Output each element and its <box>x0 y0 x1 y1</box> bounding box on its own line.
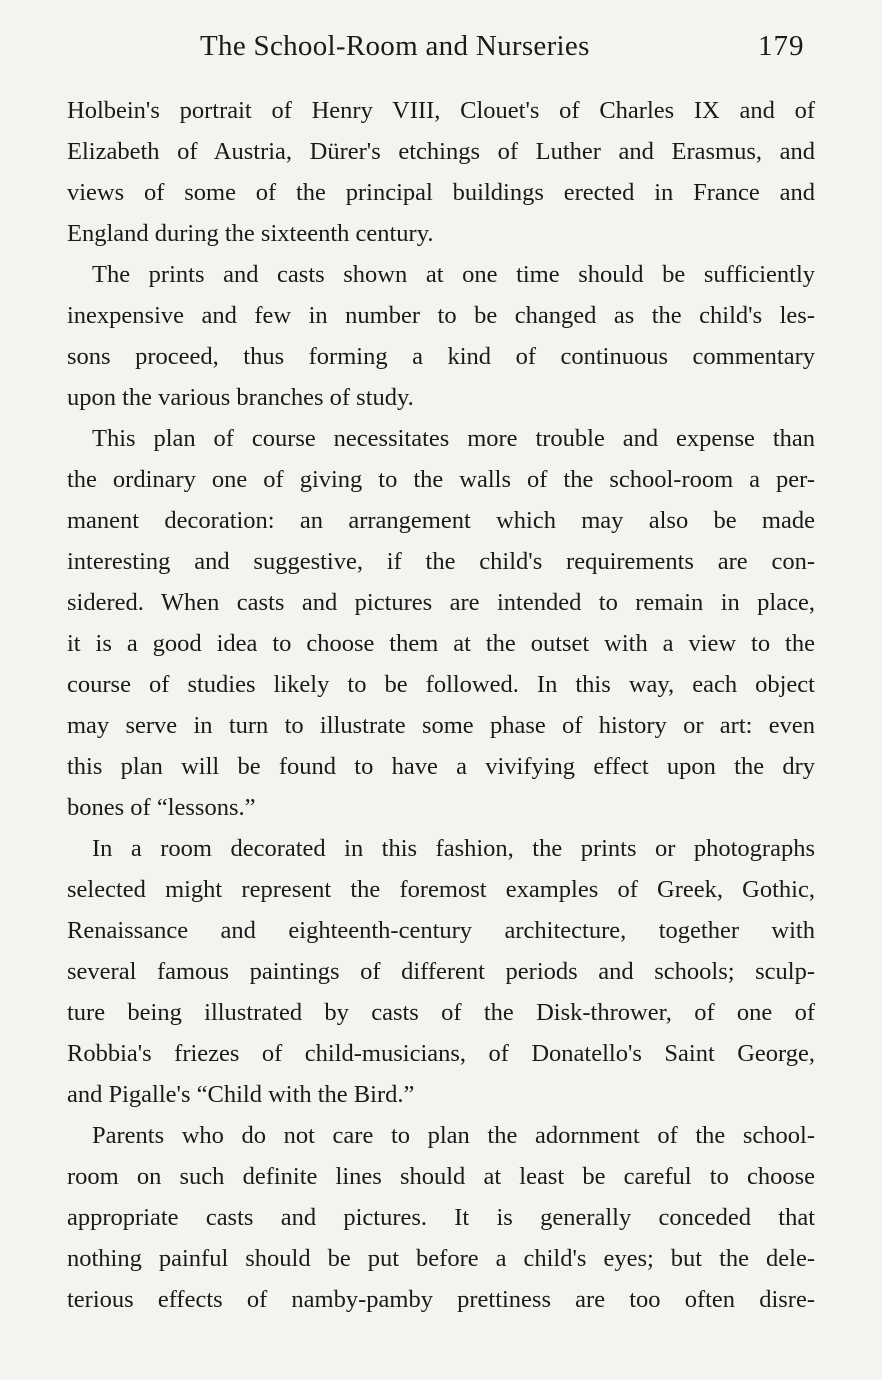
text-line: Renaissance and eighteenth-century architecture, together with <box>67 917 815 944</box>
text-line: sons proceed, thus forming a kind of continuous commentary <box>67 343 815 370</box>
text-line: Robbia's friezes of child-musicians, of Donatello's Saint George, <box>67 1040 815 1067</box>
text-line: may serve in turn to illustrate some phase of history or art: even <box>67 712 815 739</box>
text-line: In a room decorated in this fashion, the prints or photographs <box>92 835 815 862</box>
text-line: room on such definite lines should at least be careful to choose <box>67 1163 815 1190</box>
text-line: views of some of the principal buildings erected in France and <box>67 179 815 206</box>
paragraph-2 <box>67 254 815 418</box>
text-line: This plan of course necessitates more trouble and expense than <box>92 425 815 452</box>
text-line: manent decoration: an arrangement which may also be made <box>67 507 815 534</box>
text-line: it is a good idea to choose them at the outset with a view to the <box>67 630 815 657</box>
running-head: The School-Room and Nurseries <box>200 30 590 62</box>
paragraph-3 <box>67 418 815 828</box>
text-line: Holbein's portrait of Henry VIII, Clouet's of Charles IX and of <box>67 97 815 124</box>
text-line: terious effects of namby-pamby prettiness are too often disre- <box>67 1286 815 1313</box>
text-line: interesting and suggestive, if the child's requirements are con- <box>67 548 815 575</box>
paragraph-4 <box>67 828 815 1115</box>
text-line: appropriate casts and pictures. It is generally conceded that <box>67 1204 815 1231</box>
text-line: several famous paintings of different periods and schools; sculp- <box>67 958 815 985</box>
paragraph-5 <box>67 1115 815 1320</box>
text-line: this plan will be found to have a vivifying effect upon the dry <box>67 753 815 780</box>
text-line: Parents who do not care to plan the adornment of the school- <box>92 1122 815 1149</box>
text-line: nothing painful should be put before a child's eyes; but the dele- <box>67 1245 815 1272</box>
text-line: upon the various branches of study. <box>67 384 414 411</box>
text-line: Elizabeth of Austria, Dürer's etchings of Luther and Erasmus, and <box>67 138 815 165</box>
text-line: ture being illustrated by casts of the Disk-thrower, of one of <box>67 999 815 1026</box>
text-line: sidered. When casts and pictures are intended to remain in place, <box>67 589 815 616</box>
text-line: selected might represent the foremost examples of Greek, Gothic, <box>67 876 815 903</box>
text-line: the ordinary one of giving to the walls of the school-room a per- <box>67 466 815 493</box>
paragraph-1 <box>67 90 815 254</box>
page-number: 179 <box>758 30 805 62</box>
text-line: and Pigalle's “Child with the Bird.” <box>67 1081 415 1108</box>
text-line: inexpensive and few in number to be changed as the child's les- <box>67 302 815 329</box>
text-line: England during the sixteenth century. <box>67 220 434 247</box>
text-line: course of studies likely to be followed. In this way, each object <box>67 671 815 698</box>
text-line: The prints and casts shown at one time should be sufficiently <box>92 261 815 288</box>
text-line: bones of “lessons.” <box>67 794 256 821</box>
body-text <box>67 90 815 1320</box>
